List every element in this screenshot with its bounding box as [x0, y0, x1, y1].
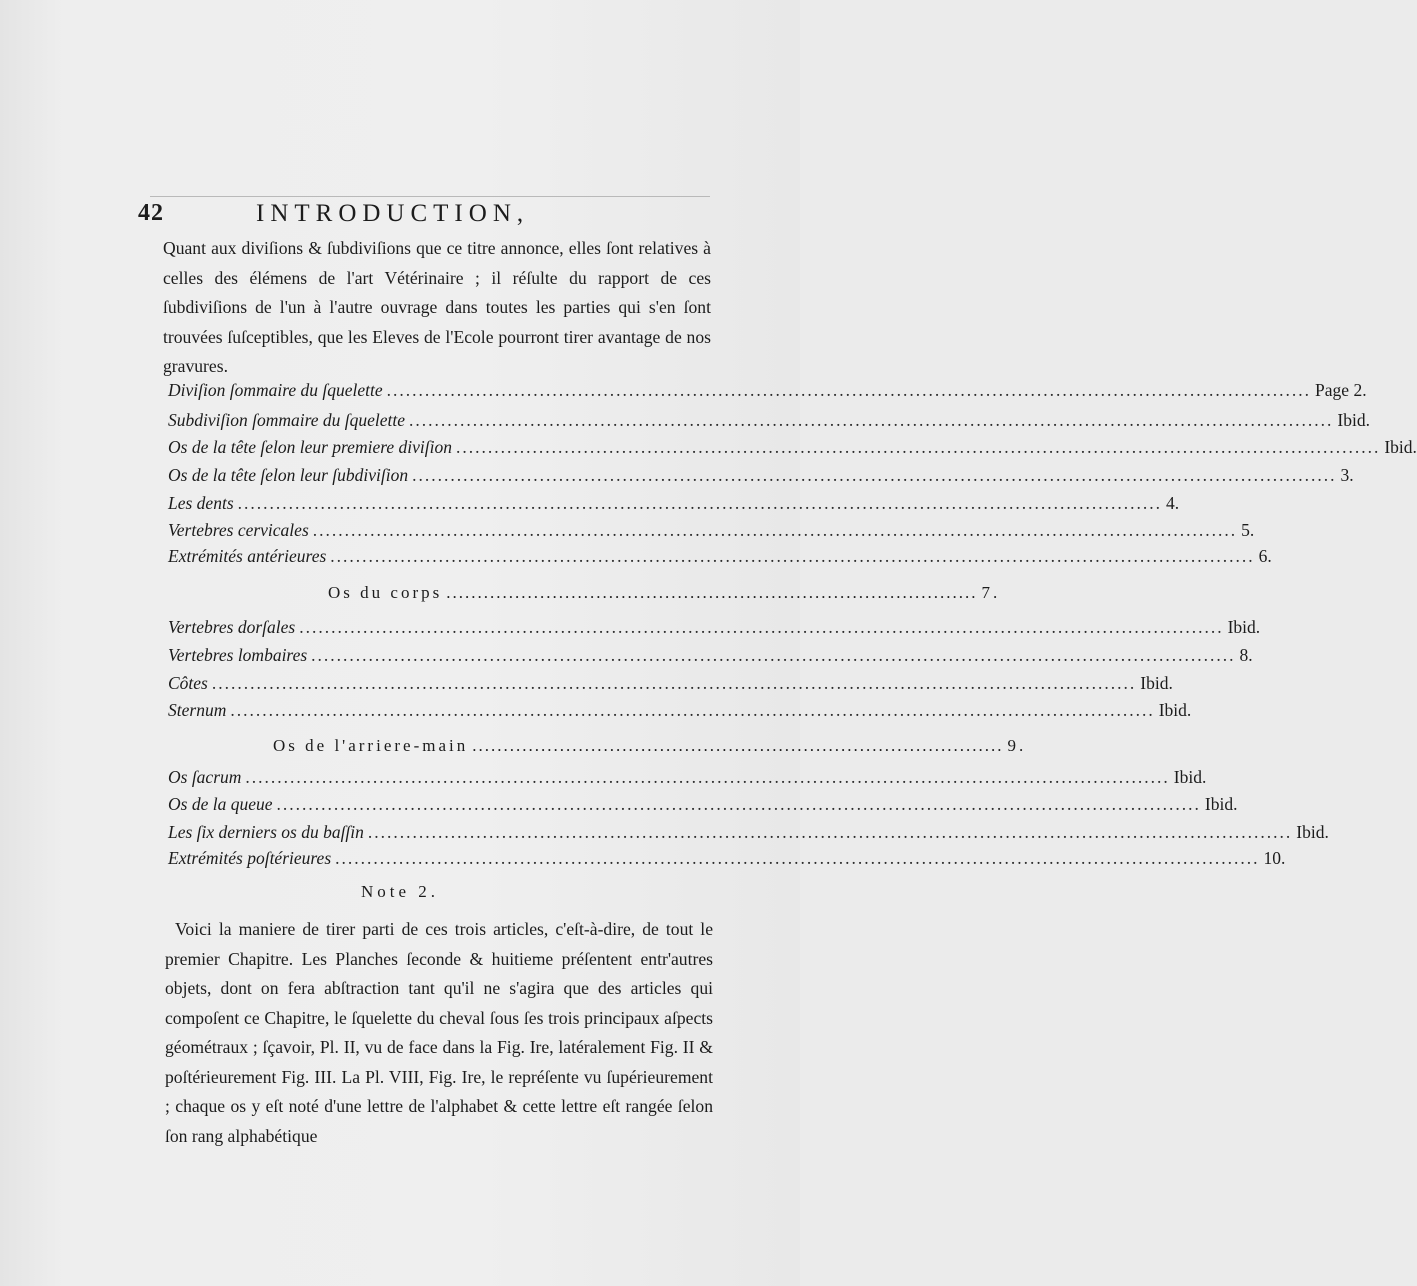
toc-entry [168, 848, 1286, 876]
note-heading: Note 2. [360, 882, 440, 901]
toc-entry [168, 437, 1417, 465]
toc-section-page: 7. [981, 583, 1001, 602]
toc-entry-page: Ibid. [1384, 437, 1417, 457]
toc-entry [168, 520, 1255, 548]
toc-entry-page: Ibid. [1158, 700, 1192, 720]
toc-entry [168, 673, 1173, 701]
toc-section-heading [328, 583, 1001, 611]
dot-leader [277, 794, 1201, 815]
toc-entry-title: Os ſacrum [168, 767, 242, 787]
toc-entry-title: Les dents [168, 493, 234, 513]
toc-entry-page: Ibid. [1296, 822, 1329, 842]
dot-leader [368, 822, 1292, 843]
toc-entry-page: Ibid. [1337, 410, 1370, 430]
toc-entry [168, 380, 1367, 408]
toc-entry-page: 3. [1340, 465, 1354, 485]
toc-section-heading [273, 736, 1027, 764]
dot-leader [245, 767, 1169, 788]
toc-entry-title: Vertebres lombaires [168, 645, 308, 665]
toc-entry [168, 465, 1354, 493]
toc-entry-page: Ibid. [1173, 767, 1207, 787]
toc-entry-title: Les ſix derniers os du baſſin [168, 822, 364, 842]
dot-leader [335, 848, 1259, 869]
toc-entry-title: Sternum [168, 700, 227, 720]
note-paragraph: Voici la maniere de tirer parti de ces trois articles, c'eſt-à-dire, de tout le premier Chapitre. Les Planches ſeconde & huitieme préſentent entr'autres objets, dont on fera abſtraction tant qu'il ne s'agira que des articles qui compoſent ce Chapitre, le ſquelette du cheval ſous ſes trois principaux aſpects géométraux ; ſçavoir, Pl. II, vu de face dans la Fig. Ire, latéralement Fig. II & poſtérieurement Fig. III. La Pl. VIII, Fig. Ire, le repréſente vu ſupérieurement ; chaque os y eſt noté d'une lettre de l'alphabet & cette lettre eſt rangée ſelon ſon rang alphabétique [165, 919, 713, 1146]
header-rule [150, 196, 710, 197]
toc-entry [168, 700, 1192, 728]
dot-leader [230, 700, 1154, 721]
dot-leader [313, 520, 1237, 541]
dot-leader [456, 437, 1380, 458]
toc-entry-page: 5. [1241, 520, 1255, 540]
toc-entry [168, 794, 1238, 822]
toc-entry [168, 546, 1272, 574]
dot-leader [299, 617, 1223, 638]
dot-leader [412, 465, 1336, 486]
dot-leader [311, 645, 1235, 666]
toc-entry-page: Ibid. [1204, 794, 1238, 814]
toc-entry-title: Extrémités antérieures [168, 546, 327, 566]
toc-entry-title: Os de la tête ſelon leur premiere diviſion [168, 437, 452, 457]
intro-paragraph-block [163, 234, 711, 382]
page-header [138, 200, 718, 236]
toc-entry-title: Diviſion ſommaire du ſquelette [168, 380, 383, 400]
toc-section-page: 9. [1007, 736, 1027, 755]
toc-entry-title: Vertebres dorſales [168, 617, 296, 637]
toc-section-title: Os du corps [328, 583, 443, 602]
dot-leader: ..................................................................................... [446, 583, 978, 602]
running-title: INTRODUCTION, [256, 200, 530, 227]
toc-entry-title: Extrémités poſtérieures [168, 848, 332, 868]
toc-entry-page: 4. [1166, 493, 1180, 513]
toc-entry [168, 410, 1370, 438]
toc-entry-page: Ibid. [1140, 673, 1173, 693]
toc-entry [168, 822, 1329, 850]
toc-entry [168, 493, 1180, 521]
toc-entry-page: 8. [1239, 645, 1253, 665]
toc-entry-title: Os de la queue [168, 794, 273, 814]
toc-entry [168, 617, 1261, 645]
toc-entry [168, 645, 1253, 673]
toc-entry-title: Vertebres cervicales [168, 520, 309, 540]
toc-entry-page: 10. [1263, 848, 1286, 868]
toc-entry-title: Os de la tête ſelon leur ſubdiviſion [168, 465, 409, 485]
toc-entry-page: 6. [1258, 546, 1272, 566]
page-number: 42 [138, 200, 164, 226]
dot-leader [238, 493, 1162, 514]
dot-leader [387, 380, 1311, 401]
dot-leader: ..................................................................................... [472, 736, 1004, 755]
toc-section-title: Os de l'arriere-main [273, 736, 469, 755]
dot-leader [409, 410, 1333, 431]
note-paragraph-block [165, 915, 713, 1151]
toc-entry-page: Ibid. [1227, 617, 1261, 637]
toc-entry-page: Page 2. [1315, 380, 1367, 400]
toc-entry-title: Côtes [168, 673, 208, 693]
toc-entry-title: Subdiviſion ſommaire du ſquelette [168, 410, 406, 430]
toc-entry [168, 767, 1207, 795]
dot-leader [330, 546, 1254, 567]
dot-leader [212, 673, 1136, 694]
intro-paragraph: Quant aux diviſions & ſubdiviſions que ce titre annonce, elles ſont relatives à celles des élémens de l'art Vétérinaire ; il réſulte du rapport de ces ſubdiviſions de l'un à l'autre ouvrage dans toutes les parties qui s'en ſont trouvées ſuſceptibles, que les Eleves de l'Ecole pourront tirer avantage de nos gravures. [163, 238, 711, 376]
